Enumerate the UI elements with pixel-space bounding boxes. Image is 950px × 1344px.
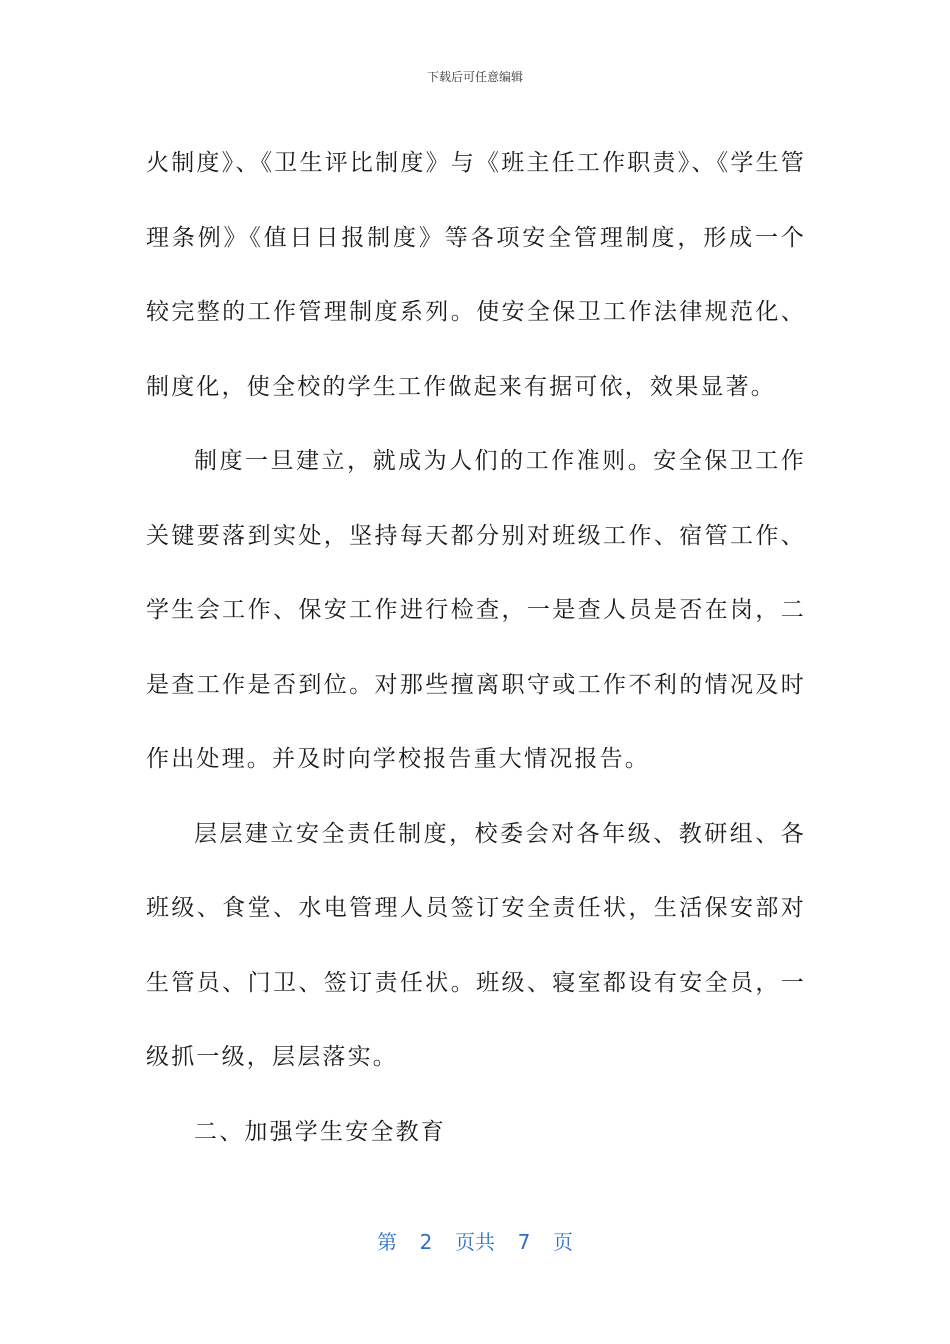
total-pages-number: 7 — [517, 1230, 531, 1254]
footer-suffix: 页 — [553, 1230, 573, 1254]
paragraph-1: 火制度》、《卫生评比制度》与《班主任工作职责》、《学生管理条例》《值日日报制度》等各项安全管理制度，形成一个较完整的工作管理制度系列。使安全保卫工作法律规范化、制度化，使全校的学生工作做起来有据可依，效果显著。 — [146, 150, 806, 400]
document-body — [146, 126, 806, 1169]
section-heading: 二、加强学生安全教育 — [194, 1118, 446, 1145]
paragraph-2: 制度一旦建立，就成为人们的工作准则。安全保卫工作关键要落到实处，坚持每天都分别对班级工作、宿管工作、学生会工作、保安工作进行检查，一是查人员是否在岗，二是查工作是否到位。对那些擅离职守或工作不利的情况及时作出处理。并及时向学校报告重大情况报告。 — [146, 448, 806, 772]
current-page-number: 2 — [419, 1230, 433, 1254]
paragraph-3: 层层建立安全责任制度，校委会对各年级、教研组、各班级、食堂、水电管理人员签订安全责任状，生活保安部对生管员、门卫、签订责任状。班级、寝室都设有安全员，一级抓一级，层层落实。 — [146, 820, 806, 1070]
footer-prefix: 第 — [377, 1230, 397, 1254]
page-header: 下载后可任意编辑 — [426, 70, 523, 84]
page-footer — [0, 1226, 950, 1255]
footer-middle: 页共 — [455, 1230, 495, 1254]
